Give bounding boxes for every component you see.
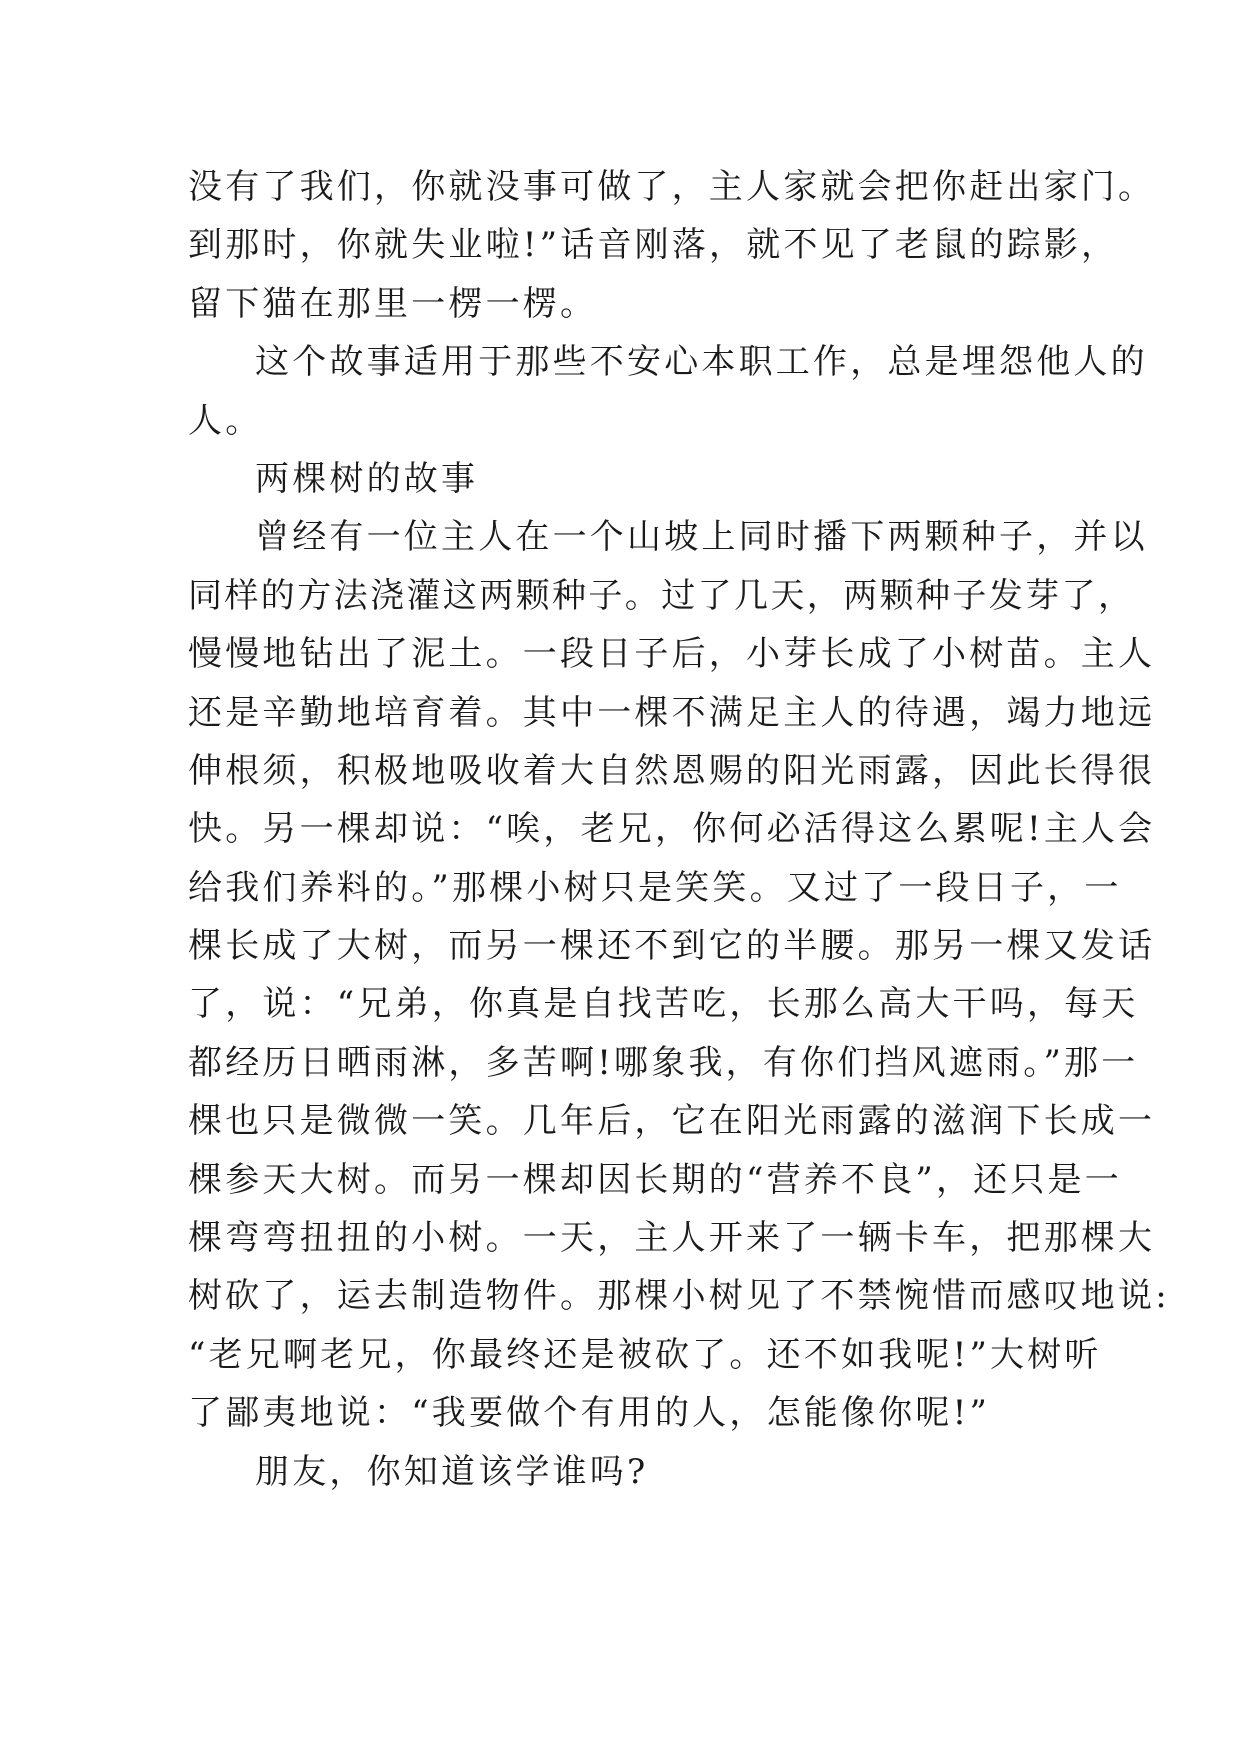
text-line: 棵参天大树。而另一棵却因长期的“营养不良”，还只是一 bbox=[188, 1159, 1122, 1200]
text-line: 棵也只是微微一笑。几年后，它在阳光雨露的滋润下长成一 bbox=[188, 1101, 1156, 1142]
paragraph-first-line: 朋友，你知道该学谁吗? bbox=[255, 1451, 649, 1492]
text-line: 树砍了，运去制造物件。那棵小树见了不禁惋惜而感叹地说: bbox=[188, 1276, 1170, 1317]
text-line: 没有了我们，你就没事可做了，主人家就会把你赶出家门。 bbox=[188, 167, 1156, 207]
text-line: 了鄙夷地说：“我要做个有用的人，怎能像你呢!” bbox=[188, 1393, 991, 1434]
text-line: 人。 bbox=[188, 400, 263, 441]
text-line: “老兄啊老兄，你最终还是被砍了。还不如我呢!”大树听 bbox=[188, 1334, 1102, 1375]
text-line: 快。另一棵却说：“唉，老兄，你何必活得这么累呢!主人会 bbox=[188, 809, 1156, 850]
text-line: 棵弯弯扭扭的小树。一天，主人开来了一辆卡车，把那棵大 bbox=[188, 1218, 1156, 1259]
paragraph-first-line: 这个故事适用于那些不安心本职工作，总是埋怨他人的 bbox=[255, 342, 1148, 383]
text-line: 给我们养料的。”那棵小树只是笑笑。又过了一段日子，一 bbox=[188, 867, 1122, 908]
document-body bbox=[188, 158, 1170, 1501]
text-line: 了，说：“兄弟，你真是自找苦吃，长那么高大干吗，每天 bbox=[188, 984, 1139, 1025]
text-line: 慢慢地钻出了泥土。一段日子后，小芽长成了小树苗。主人 bbox=[188, 634, 1156, 675]
text-line: 留下猫在那里一楞一楞。 bbox=[188, 283, 598, 324]
text-line: 还是辛勤地培育着。其中一棵不满足主人的待遇，竭力地远 bbox=[188, 692, 1156, 733]
text-line: 伸根须，积极地吸收着大自然恩赐的阳光雨露，因此长得很 bbox=[188, 750, 1156, 791]
story-title: 两棵树的故事 bbox=[255, 458, 479, 499]
text-line: 同样的方法浇灌这两颗种子。过了几天，两颗种子发芽了， bbox=[188, 575, 1135, 616]
paragraph-first-line: 曾经有一位主人在一个山坡上同时播下两颗种子，并以 bbox=[255, 517, 1148, 558]
text-line: 到那时，你就失业啦!”话音刚落，就不见了老鼠的踪影， bbox=[188, 225, 1119, 266]
text-line: 都经历日晒雨淋，多苦啊!哪象我，有你们挡风遮雨。”那一 bbox=[188, 1042, 1139, 1083]
text-line: 棵长成了大树，而另一棵还不到它的半腰。那另一棵又发话 bbox=[188, 926, 1156, 967]
